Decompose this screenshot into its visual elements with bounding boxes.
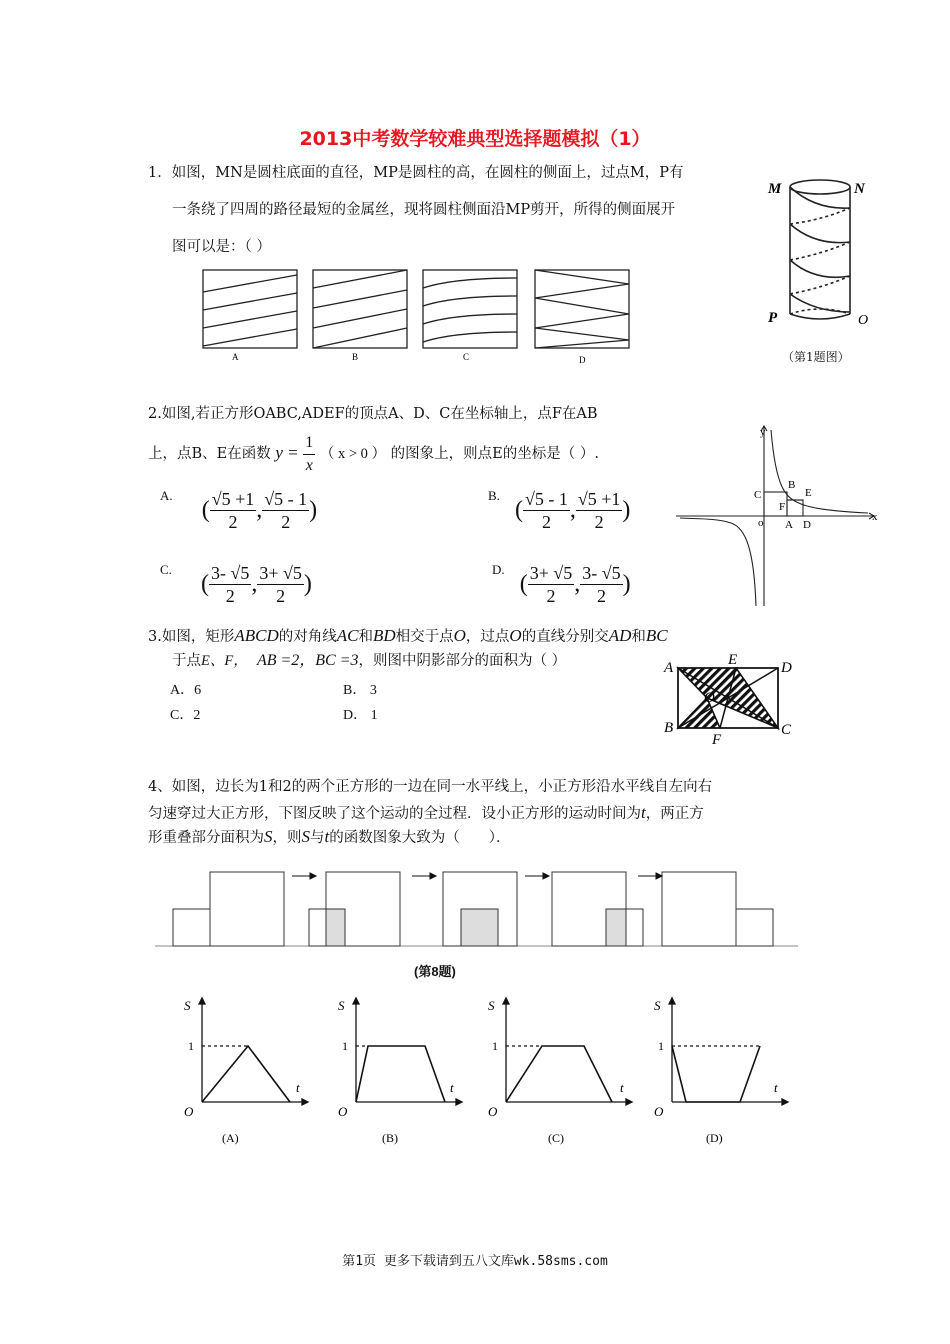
- q2-line2-pre: 上，点B、E在函数: [148, 446, 271, 462]
- q2-label-d: D: [803, 519, 811, 531]
- q2-condition: （ x > 0 ）: [319, 446, 387, 462]
- q1-option-a-figure: [203, 270, 297, 348]
- q4-line1: 4、如图，边长为1和2的两个正方形的一边在同一水平线上，小正方形沿水平线自左向右: [148, 779, 713, 795]
- q2-option-b-x-den: 2: [541, 512, 551, 532]
- q2-label-f: F: [779, 501, 786, 513]
- q1-option-a-label: A: [232, 352, 239, 362]
- q2-option-d-y-num: 3- √5: [582, 563, 621, 583]
- q2-line1: 2.如图,若正方形OABC,ADEF的顶点A、D、C在坐标轴上，点F在AB: [148, 406, 598, 422]
- svg-text:O: O: [654, 1104, 664, 1119]
- svg-text:1: 1: [342, 1039, 348, 1053]
- q2-label-o: o: [758, 517, 764, 529]
- q3-label-e: E: [728, 652, 738, 668]
- q1-label-m: M: [768, 181, 782, 197]
- q1-option-b-figure: [313, 270, 407, 348]
- q4-graph-d: [654, 998, 788, 1145]
- q2-option-b-y-den: 2: [594, 512, 604, 532]
- q1-line3: 图可以是：（ ）: [172, 239, 271, 255]
- q4-graph-a: [184, 998, 308, 1145]
- svg-text:1: 1: [658, 1039, 664, 1053]
- q2-option-a-x-den: 2: [228, 512, 238, 532]
- q4-graph-b: [338, 998, 462, 1145]
- q1-option-c-label: C: [463, 352, 470, 362]
- q1-line1: 1．如图，MN是圆柱底面的直径，MP是圆柱的高，在圆柱的侧面上，过点M，P有: [148, 165, 684, 181]
- q2-label-y: y: [760, 426, 766, 438]
- q3-option-a: A．6: [170, 683, 202, 698]
- q2-func-y: y =: [275, 443, 299, 462]
- q2-func-fraction: $\frac{1}{x}$: [305, 433, 314, 474]
- svg-text:1: 1: [492, 1039, 498, 1053]
- q1-caption: （第1题图）: [782, 350, 850, 364]
- q1-unfolding-options: [195, 262, 635, 372]
- q1-line2: 一条绕了四周的路径最短的金属丝，现将圆柱侧面沿MP剪开，所得的侧面展开: [172, 202, 676, 218]
- q4-figure-caption: (第8题): [414, 964, 456, 979]
- q1-label-n: N: [854, 181, 865, 197]
- q4-graph-c: [488, 998, 632, 1145]
- q2-label-x: x: [872, 511, 878, 523]
- q2-option-c: $^{C.}$ ( $\frac{3- √5}{2}$ , $\frac{3+ √5}{2}$ ): [160, 562, 312, 606]
- q2-option-c-x-num: 3- √5: [211, 563, 250, 583]
- q3-option-d: D． 1: [343, 708, 378, 723]
- q2-label-e: E: [805, 487, 812, 499]
- q3-option-c: C．2: [170, 708, 201, 723]
- q2-line2: [148, 429, 599, 478]
- q3-label-f: F: [712, 732, 722, 746]
- q2-option-d: $^{D.}$ ( $\frac{3+ √5}{2}$ , $\frac{3- √5}{2}$ ): [492, 562, 631, 606]
- q2-label-a: A: [785, 519, 793, 531]
- svg-text:t: t: [296, 1080, 300, 1095]
- q2-option-d-y-den: 2: [596, 586, 606, 606]
- q2-option-a-label: A.: [160, 488, 173, 503]
- q4-graph-a-label: (A): [222, 1131, 239, 1145]
- q1-label-o: O: [858, 313, 869, 328]
- q2-option-b-label: B.: [488, 488, 500, 503]
- q2-option-c-y-den: 2: [276, 586, 286, 606]
- q1-option-c-figure: [423, 270, 517, 348]
- q3-rectangle-figure: [660, 650, 800, 746]
- q3-option-b: B． 3: [343, 683, 377, 698]
- q4-line2: 匀速穿过大正方形，下图反映了这个运动的全过程．设小正方形的运动时间为t，两正方: [148, 803, 704, 822]
- svg-text:O: O: [488, 1104, 498, 1119]
- q1-cylinder-figure: [760, 172, 880, 332]
- q1-option-d-label: D: [579, 355, 586, 365]
- q3-label-o: O: [704, 690, 715, 706]
- q3-line1: 3.如图，矩形ABCD的对角线AC和BD相交于点O，过点O的直线分别交AD和BC: [148, 626, 668, 645]
- q4-line3: 形重叠部分面积为S，则S与t的函数图象大致为（ ）．: [148, 827, 511, 846]
- page-footer: 第1页 更多下载请到五八文库wk.58sms.com: [342, 1254, 608, 1269]
- q2-label-c: C: [754, 489, 762, 501]
- q2-option-d-x-den: 2: [546, 586, 556, 606]
- svg-text:S: S: [184, 998, 191, 1013]
- q2-option-a: $^{A.}$ ( $\frac{√5 +1}{2}$ , $\frac{√5 - 1}{2}$ ): [160, 488, 318, 532]
- q4-graph-d-label: (D): [706, 1131, 723, 1145]
- q2-option-c-label: C.: [160, 562, 172, 577]
- q2-option-a-x-num: √5 +1: [211, 489, 255, 509]
- svg-text:t: t: [774, 1080, 778, 1095]
- svg-text:S: S: [338, 998, 345, 1013]
- q2-option-b-x-num: √5 - 1: [525, 489, 568, 509]
- q2-option-a-y-num: √5 - 1: [264, 489, 308, 509]
- svg-text:S: S: [488, 998, 495, 1013]
- q3-line2: 于点E、F， AB =2，BC =3，则图中阴影部分的面积为（ ）: [172, 652, 567, 669]
- page-title: 2013中考数学较难典型选择题模拟（1）: [299, 128, 651, 150]
- q2-option-d-x-num: 3+ √5: [529, 563, 573, 583]
- svg-text:1: 1: [188, 1039, 194, 1053]
- q3-label-c: C: [781, 722, 792, 738]
- svg-text:t: t: [450, 1080, 454, 1095]
- q4-answer-graphs: [160, 990, 810, 1150]
- q2-option-d-label: D.: [492, 562, 505, 577]
- svg-text:t: t: [620, 1080, 624, 1095]
- svg-text:S: S: [654, 998, 661, 1013]
- q2-option-b-y-num: √5 +1: [577, 489, 621, 509]
- q2-hyperbola-graph: [676, 420, 886, 610]
- q3-label-a: A: [664, 660, 674, 676]
- q3-label-b: B: [664, 720, 674, 736]
- q2-option-b: $^{B.}$ ( $\frac{√5 - 1}{2}$ , $\frac{√5 +1}{2}$ ): [488, 488, 631, 532]
- q2-option-c-x-den: 2: [225, 586, 235, 606]
- q4-graph-c-label: (C): [548, 1131, 564, 1145]
- svg-text:O: O: [184, 1104, 194, 1119]
- q2-option-c-y-num: 3+ √5: [259, 563, 302, 583]
- q2-label-b: B: [788, 479, 796, 491]
- q1-option-b-label: B: [352, 352, 359, 362]
- q4-graph-b-label: (B): [382, 1131, 398, 1145]
- q1-label-p: P: [768, 310, 778, 326]
- q4-motion-sequence-figure: [150, 866, 800, 956]
- svg-text:O: O: [338, 1104, 348, 1119]
- q3-label-d: D: [781, 660, 792, 676]
- q2-line2-post: 的图象上，则点E的坐标是（ ）.: [390, 446, 599, 462]
- q2-option-a-y-den: 2: [281, 512, 291, 532]
